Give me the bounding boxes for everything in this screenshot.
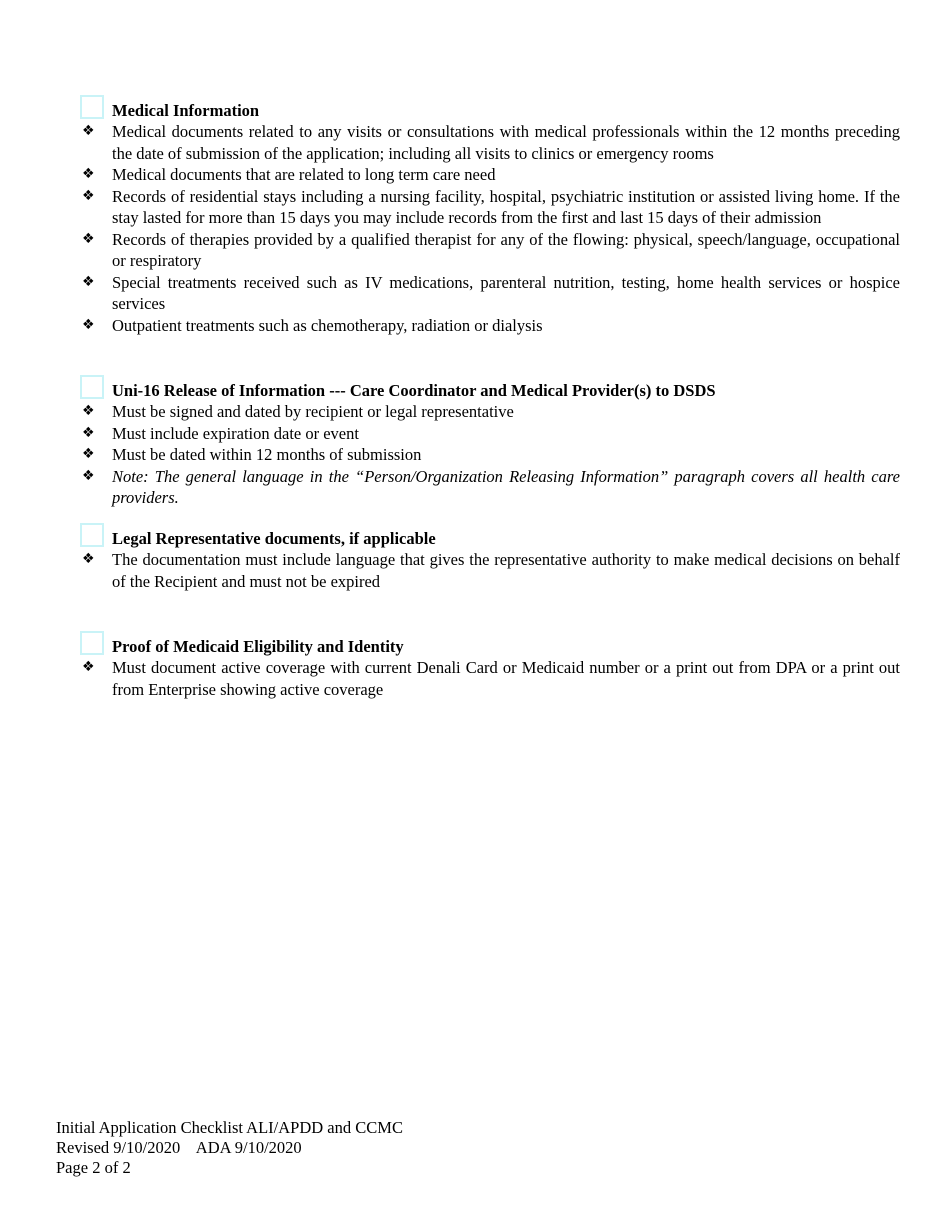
page-footer bbox=[56, 1118, 403, 1178]
section-title: Proof of Medicaid Eligibility and Identity bbox=[112, 637, 404, 656]
checkbox-legal-representative[interactable] bbox=[80, 523, 104, 547]
list-item: ❖ Medical documents that are related to long term care need bbox=[82, 165, 496, 184]
diamond-bullet-icon: ❖ bbox=[82, 551, 95, 567]
footer-page-number: Page 2 of 2 bbox=[56, 1158, 131, 1177]
list-item: ❖ Special treatments received such as IV medications, parenteral nutrition, testing, home health services or hospice services bbox=[82, 272, 900, 313]
diamond-bullet-icon: ❖ bbox=[82, 659, 95, 675]
diamond-bullet-icon: ❖ bbox=[82, 166, 95, 182]
section-medical-information bbox=[80, 100, 900, 336]
list-item: ❖ Records of residential stays including a nursing facility, hospital, psychiatric institution or assisted living home. If the stay lasted for more than 15 days you may include records from the first and last 15 days of their admission bbox=[82, 186, 900, 227]
section-title: Legal Representative documents, if applicable bbox=[112, 529, 436, 548]
diamond-bullet-icon: ❖ bbox=[82, 446, 95, 462]
item-list bbox=[80, 401, 900, 509]
list-item: ❖ Outpatient treatments such as chemotherapy, radiation or dialysis bbox=[82, 315, 543, 335]
list-item: ❖ Must be dated within 12 months of submission bbox=[82, 445, 422, 464]
section-header bbox=[80, 636, 900, 657]
checkbox-medicaid-eligibility[interactable] bbox=[80, 631, 104, 655]
footer-revision: Revised 9/10/2020 ADA 9/10/2020 bbox=[56, 1138, 302, 1157]
checkbox-uni16-release[interactable] bbox=[80, 375, 104, 399]
list-item: ❖ Medical documents related to any visits or consultations with medical professionals within the 12 months preceding the date of submission of the application; including all visits to clinics or emergency rooms bbox=[82, 122, 900, 163]
diamond-bullet-icon: ❖ bbox=[82, 316, 95, 333]
footer-document-title: Initial Application Checklist ALI/APDD and CCMC bbox=[56, 1118, 403, 1137]
diamond-bullet-icon: ❖ bbox=[82, 187, 95, 204]
list-item: ❖ The documentation must include language that gives the representative authority to make medical decisions on behalf of the Recipient and must not be expired bbox=[82, 550, 900, 591]
list-item: ❖ Records of therapies provided by a qualified therapist for any of the flowing: physical, speech/language, occupational or respiratory bbox=[82, 229, 900, 270]
section-header bbox=[80, 380, 900, 401]
item-list bbox=[80, 657, 900, 700]
item-list bbox=[80, 549, 900, 592]
list-item: ❖ Must document active coverage with current Denali Card or Medicaid number or a print out from DPA or a print out from Enterprise showing active coverage bbox=[82, 658, 900, 699]
diamond-bullet-icon: ❖ bbox=[82, 230, 95, 247]
section-uni16-release bbox=[80, 380, 900, 509]
section-medicaid-eligibility bbox=[80, 636, 900, 700]
diamond-bullet-icon: ❖ bbox=[82, 424, 95, 441]
list-item: ❖ Must include expiration date or event bbox=[82, 423, 359, 443]
diamond-bullet-icon: ❖ bbox=[82, 273, 95, 290]
section-header bbox=[80, 528, 900, 549]
section-header bbox=[80, 100, 900, 121]
item-list bbox=[80, 121, 900, 336]
section-legal-representative bbox=[80, 528, 900, 592]
checkbox-medical-information[interactable] bbox=[80, 95, 104, 119]
section-title: Uni-16 Release of Information --- Care Coordinator and Medical Provider(s) to DSDS bbox=[112, 381, 716, 400]
list-item-note: ❖ Note: The general language in the “Person/Organization Releasing Information” paragraph covers all health care providers. bbox=[82, 466, 900, 507]
diamond-bullet-icon: ❖ bbox=[82, 403, 95, 419]
list-item: ❖ Must be signed and dated by recipient or legal representative bbox=[82, 402, 514, 421]
diamond-bullet-icon: ❖ bbox=[82, 123, 95, 139]
diamond-bullet-icon: ❖ bbox=[82, 467, 95, 484]
section-title: Medical Information bbox=[112, 101, 260, 120]
